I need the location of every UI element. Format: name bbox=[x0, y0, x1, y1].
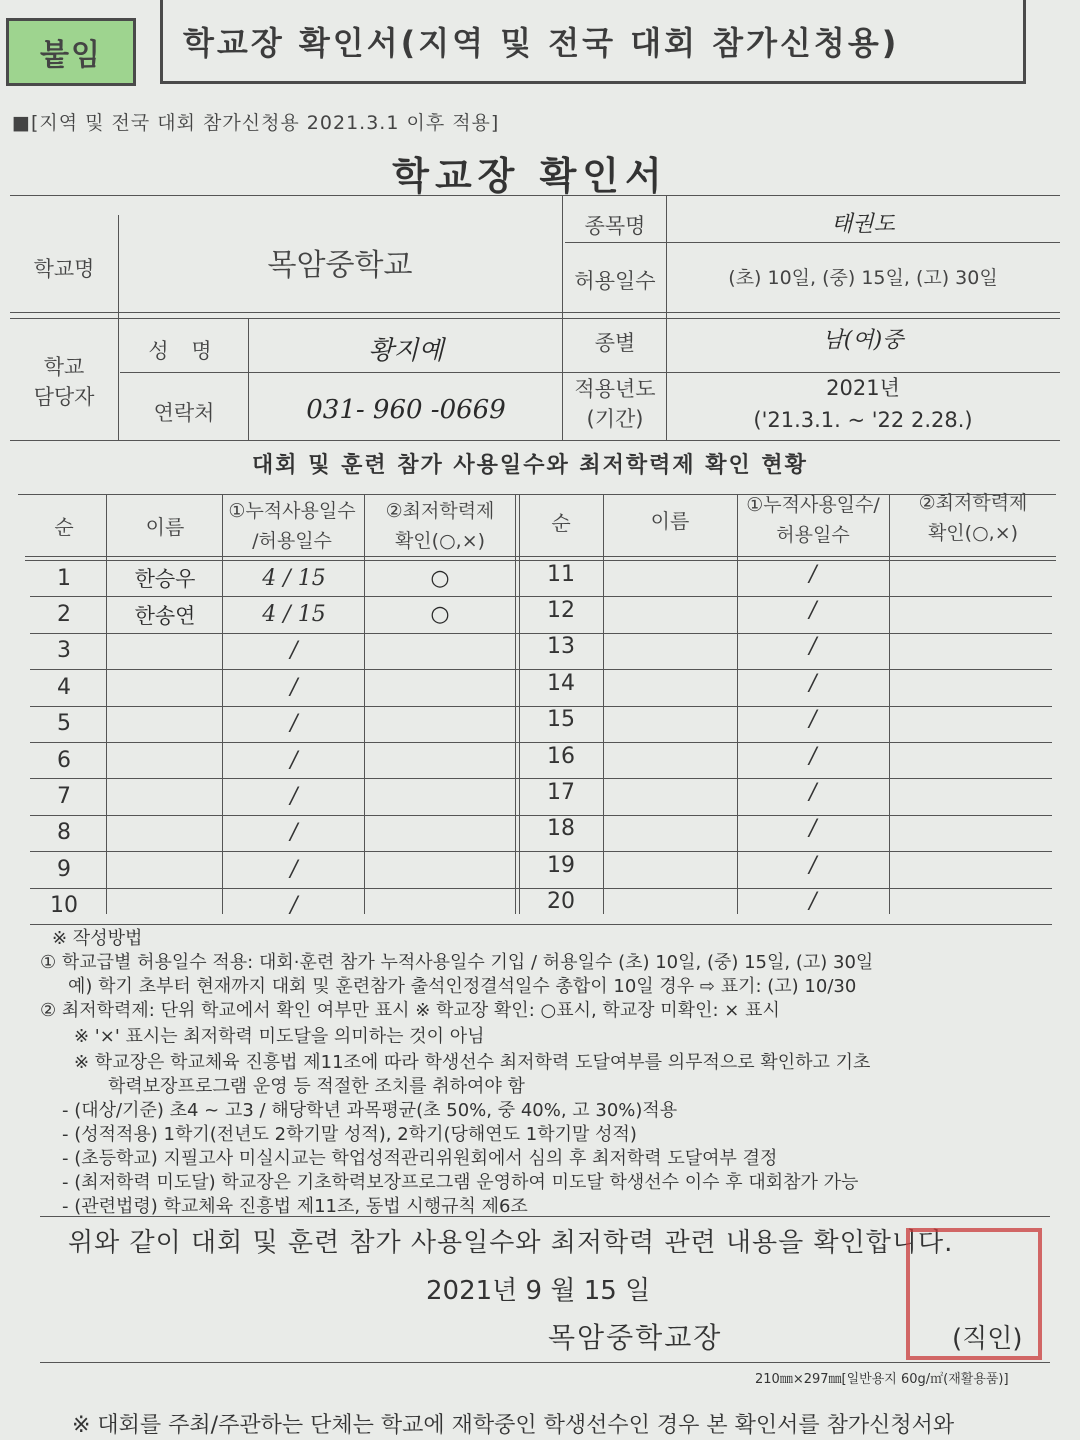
student-name bbox=[604, 851, 736, 887]
row-number: 8 bbox=[57, 820, 71, 846]
info-divider bbox=[248, 318, 249, 440]
row-number: 1 bbox=[57, 565, 71, 591]
header-check-left bbox=[366, 496, 514, 556]
days-used: / bbox=[290, 856, 298, 882]
issue-date: 2021년 9 월 15 일 bbox=[426, 1276, 651, 1306]
student-name bbox=[108, 742, 222, 778]
header-name-right: 이름 bbox=[650, 509, 690, 533]
days-used: / bbox=[290, 711, 298, 737]
header-days-left bbox=[220, 496, 364, 556]
days-used: / bbox=[290, 747, 298, 773]
achievement-check bbox=[890, 888, 1056, 924]
note-line: 학력보장프로그램 운영 등 적절한 조치를 취하여야 함 bbox=[108, 1076, 525, 1097]
seal-label: (직인) bbox=[952, 1324, 1023, 1354]
allowed-days-label: 허용일수 bbox=[574, 269, 656, 293]
row-number: 16 bbox=[547, 743, 575, 769]
student-name bbox=[108, 778, 222, 814]
note-line: - (최저학력 미도달) 학교장은 기초학력보장프로그램 운영하여 미도달 학생선수 이수 후 대회참가 가능 bbox=[62, 1172, 859, 1193]
note-line: ① 학교급별 허용일수 적용: 대회·훈련 참가 누적사용일수 기입 / 허용일수 (초) 10일, (중) 15일, (고) 30일 bbox=[40, 952, 874, 973]
contact-name: 황지예 bbox=[368, 335, 444, 366]
student-name bbox=[108, 706, 222, 742]
info-bottom-line bbox=[10, 440, 1060, 441]
table-divider bbox=[106, 494, 107, 914]
row-number: 3 bbox=[57, 638, 71, 664]
student-name bbox=[108, 633, 222, 669]
year-value bbox=[668, 372, 1058, 436]
header-title: 학교장 확인서(지역 및 전국 대회 참가신청용) bbox=[160, 0, 1026, 84]
achievement-check bbox=[890, 815, 1056, 851]
row-number: 2 bbox=[57, 602, 71, 628]
row-number: 19 bbox=[547, 852, 575, 878]
row-number: 12 bbox=[547, 598, 575, 624]
school-label: 학교명 bbox=[33, 257, 95, 281]
days-used: / bbox=[290, 820, 298, 846]
contact-phone: 031- 960 -0669 bbox=[306, 395, 506, 425]
achievement-check bbox=[890, 778, 1056, 814]
days-used: / bbox=[809, 670, 817, 696]
school-name: 목암중학교 bbox=[267, 248, 413, 283]
student-name bbox=[108, 669, 222, 705]
achievement-check bbox=[890, 851, 1056, 887]
achievement-check bbox=[890, 706, 1056, 742]
contact-label-line1: 학교 bbox=[43, 355, 85, 379]
days-used: / bbox=[809, 889, 817, 915]
days-used: / bbox=[809, 634, 817, 660]
row-number: 4 bbox=[57, 674, 71, 700]
row-number: 14 bbox=[547, 670, 575, 696]
table-divider bbox=[515, 494, 516, 914]
achievement-check bbox=[366, 851, 514, 887]
table-divider bbox=[364, 494, 365, 914]
achievement-check bbox=[366, 888, 514, 924]
table-divider bbox=[222, 494, 223, 914]
name-label: 성 명 bbox=[148, 339, 220, 363]
note-line: - (대상/기준) 초4 ~ 고3 / 해당학년 과목평균(초 50%, 중 40%, 고 30%)적용 bbox=[62, 1100, 678, 1121]
achievement-check bbox=[890, 560, 1056, 596]
info-line bbox=[10, 312, 1060, 313]
confirm-top-line bbox=[40, 1216, 1050, 1217]
header-days-right bbox=[738, 490, 888, 550]
student-name bbox=[108, 851, 222, 887]
student-name bbox=[604, 742, 736, 778]
student-name bbox=[108, 815, 222, 851]
category-label: 종별 bbox=[594, 331, 636, 355]
info-divider bbox=[562, 195, 563, 440]
days-used: 4 / 15 bbox=[262, 565, 326, 591]
allowed-days-value: (초) 10일, (중) 15일, (고) 30일 bbox=[728, 266, 998, 289]
note-line: 예) 학기 초부터 현재까지 대회 및 훈련참가 출석인정결석일수 총합이 10일 경우 ⇨ 표기: (고) 10/30 bbox=[68, 976, 857, 997]
days-used: / bbox=[809, 816, 817, 842]
header-days-line2: /허용일수 bbox=[252, 530, 332, 552]
row-number: 18 bbox=[547, 816, 575, 842]
phone-label: 연락처 bbox=[153, 401, 215, 425]
header-check-right bbox=[890, 488, 1056, 548]
achievement-check bbox=[890, 596, 1056, 632]
applicability-note: ■[지역 및 전국 대회 참가신청용 2021.3.1 이후 적용] bbox=[12, 112, 500, 134]
days-used: 4 / 15 bbox=[262, 602, 326, 628]
note-line: ※ 작성방법 bbox=[52, 928, 143, 949]
note-line: ※ 학교장은 학교체육 진흥법 제11조에 따라 학생선수 최저학력 도달여부를 의무적으로 확인하고 기초 bbox=[74, 1052, 871, 1073]
days-used: / bbox=[809, 561, 817, 587]
student-name bbox=[604, 596, 736, 632]
year-label bbox=[565, 374, 665, 434]
achievement-check: ○ bbox=[430, 602, 450, 628]
days-used: / bbox=[809, 852, 817, 878]
note-line: ② 최저학력제: 단위 학교에서 확인 여부만 표시 ※ 학교장 확인: ○표시, 학교장 미확인: × 표시 bbox=[40, 1000, 780, 1021]
year-label-line1: 적용년도 bbox=[574, 377, 656, 401]
days-used: / bbox=[809, 780, 817, 806]
days-used: / bbox=[290, 674, 298, 700]
attachment-tag: 붙임 bbox=[6, 18, 136, 86]
row-number: 11 bbox=[547, 561, 575, 587]
year-label-line2: (기간) bbox=[586, 407, 644, 431]
achievement-check bbox=[890, 742, 1056, 778]
note-line: - (성적적용) 1학기(전년도 2학기말 성적), 2학기(당해연도 1학기말 성적) bbox=[62, 1124, 637, 1145]
achievement-check: ○ bbox=[430, 565, 450, 591]
header-check-line2: 확인(○,×) bbox=[394, 530, 486, 552]
days-used: / bbox=[809, 598, 817, 624]
student-name: 한송연 bbox=[134, 603, 196, 628]
student-name bbox=[604, 706, 736, 742]
note-line: - (관련법령) 학교체육 진흥법 제11조, 동법 시행규칙 제6조 bbox=[62, 1196, 528, 1217]
event-label: 종목명 bbox=[584, 214, 646, 238]
category-value: 남(여)중 bbox=[822, 327, 904, 353]
row-number: 6 bbox=[57, 747, 71, 773]
row-number: 13 bbox=[547, 634, 575, 660]
row-number: 10 bbox=[50, 893, 78, 919]
bottom-note: ※ 대회를 주최/주관하는 단체는 학교에 재학중인 학생선수인 경우 본 확인서를 참가신청서와 bbox=[72, 1413, 955, 1438]
days-used: / bbox=[290, 784, 298, 810]
header-no-left: 순 bbox=[54, 515, 74, 539]
row-number: 20 bbox=[547, 889, 575, 915]
document-title: 학교장 확인서 bbox=[392, 154, 668, 198]
student-name bbox=[604, 633, 736, 669]
section-title: 대회 및 훈련 참가 사용일수와 최저학력제 확인 현황 bbox=[252, 453, 808, 478]
header-days-line1: ①누적사용일수 bbox=[228, 500, 356, 522]
note-line: - (초등학교) 지필고사 미실시교는 학업성적관리위원회에서 심의 후 최저학력 도달여부 결정 bbox=[62, 1148, 778, 1169]
year-value-line1: 2021년 bbox=[826, 376, 900, 400]
days-used: / bbox=[290, 893, 298, 919]
confirmation-statement: 위와 같이 대회 및 훈련 참가 사용일수와 최저학력 관련 내용을 확인합니다. bbox=[68, 1228, 954, 1258]
header-days-right-line2: 허용일수 bbox=[776, 524, 850, 546]
row-number: 17 bbox=[547, 780, 575, 806]
info-divider bbox=[118, 215, 119, 440]
principal-name: 목암중학교장 bbox=[548, 1321, 723, 1354]
achievement-check bbox=[366, 742, 514, 778]
student-name: 한승우 bbox=[134, 567, 196, 592]
achievement-check bbox=[366, 633, 514, 669]
contact-label-line2: 담당자 bbox=[33, 385, 95, 409]
year-value-line2: ('21.3.1. ~ '22 2.28.) bbox=[753, 408, 973, 432]
paper-spec: 210㎜×297㎜[일반용지 60g/㎡(재활용품)] bbox=[755, 1372, 1009, 1387]
achievement-check bbox=[890, 633, 1056, 669]
student-name bbox=[604, 669, 736, 705]
header-check-line1: ②최저학력제 bbox=[385, 500, 495, 522]
info-top-line bbox=[10, 195, 1060, 196]
table-row-line bbox=[30, 924, 1052, 925]
achievement-check bbox=[366, 669, 514, 705]
achievement-check bbox=[366, 815, 514, 851]
days-used: / bbox=[290, 638, 298, 664]
header-check-right-line1: ②최저학력제 bbox=[918, 492, 1028, 514]
note-line: ※ '×' 표시는 최저학력 미도달을 의미하는 것이 아님 bbox=[74, 1026, 485, 1047]
info-divider bbox=[666, 195, 667, 440]
contact-person-label bbox=[10, 352, 118, 412]
row-number: 7 bbox=[57, 784, 71, 810]
student-name bbox=[108, 888, 222, 924]
days-used: / bbox=[809, 707, 817, 733]
row-number: 15 bbox=[547, 707, 575, 733]
header-days-right-line1: ①누적사용일수/ bbox=[746, 494, 880, 516]
footer-line bbox=[40, 1362, 1050, 1363]
achievement-check bbox=[366, 706, 514, 742]
row-number: 5 bbox=[57, 711, 71, 737]
achievement-check bbox=[890, 669, 1056, 705]
student-name bbox=[604, 888, 736, 924]
days-used: / bbox=[809, 743, 817, 769]
student-name bbox=[604, 560, 736, 596]
student-name bbox=[604, 815, 736, 851]
student-name bbox=[604, 778, 736, 814]
achievement-check bbox=[366, 778, 514, 814]
header-check-right-line2: 확인(○,×) bbox=[927, 522, 1019, 544]
header-name-left: 이름 bbox=[145, 515, 185, 539]
header-no-right: 순 bbox=[551, 511, 571, 535]
event-value: 태권도 bbox=[831, 211, 895, 237]
row-number: 9 bbox=[57, 856, 71, 882]
